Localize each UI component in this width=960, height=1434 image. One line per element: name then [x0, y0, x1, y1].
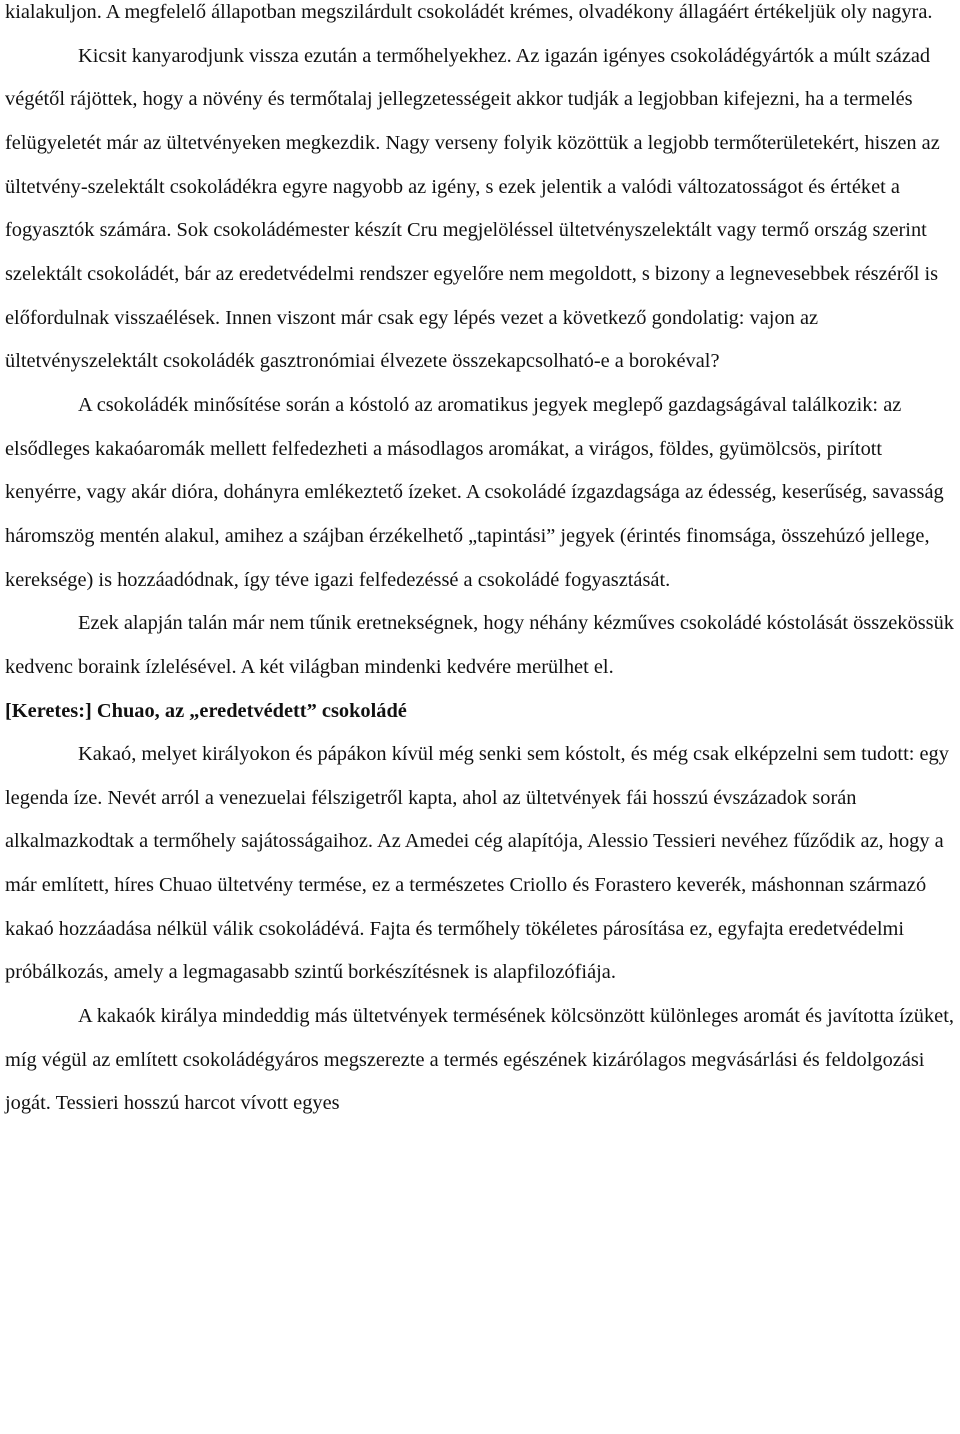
box-paragraph-1: Kakaó, melyet királyokon és pápákon kívül még senki sem kóstolt, és még csak elképzelni sem tudott: egy legenda íze. Nevét arról a venezuelai félszigetről kapta, ahol az ültetvények fái hosszú évszázadok során alkalmazkodtak a termőhely sajátosságaihoz. Az Amedei cég alapítója, Alessio Tessieri nevéhez fűződik az, hogy a már említett, híres Chuao ültetvény termése, ez a természetes Criollo és Forastero keverék, máshonnan származó kakaó hozzáadása nélkül válik csokoládévá. Fajta és termőhely tökéletes párosítása ez, egyfajta eredetvédelmi próbálkozás, amely a legmagasabb szintű borkészítésnek is alapfilozófiája. [5, 743, 949, 984]
paragraph-3: A csokoládék minősítése során a kóstoló az aromatikus jegyek meglepő gazdagságával találkozik: az elsődleges kakaóaromák mellett felfedezheti a másodlagos aromákat, a virágos, földes, gyümölcsös, pirított kenyérre, vagy akár dióra, dohányra emlékeztető ízeket. A csokoládé ízgazdagsága az édesség, keserűség, savasság háromszög mentén alakul, amihez a szájban érzékelhető „tapintási” jegyek (érintés finomsága, összehúzó jellege, kereksége) is hozzáadódnak, így téve igazi felfedezéssé a csokoládé fogyasztását. [5, 393, 944, 591]
box-paragraph-2: A kakaók királya mindeddig más ültetvények termésének kölcsönzött különleges aromát és javította ízüket, míg végül az említett csokoládégyáros megszerezte a termés egészének kizárólagos megvásárlási és feldolgozási jogát. Tessieri hosszú harcot vívott egyes [5, 1005, 954, 1115]
paragraph-4: Ezek alapján talán már nem tűnik eretnekségnek, hogy néhány kézműves csokoládé kóstolását összekössük kedvenc boraink ízlelésével. A két világban mindenki kedvére merülhet el. [5, 612, 954, 678]
paragraph-1: kialakuljon. A megfelelő állapotban megszilárdult csokoládét krémes, olvadékony állagáért értékeljük oly nagyra. [5, 1, 933, 23]
box-heading: [Keretes:] Chuao, az „eredetvédett” csokoládé [5, 699, 407, 722]
document-page [5, 0, 957, 1126]
paragraph-2: Kicsit kanyarodjunk vissza ezután a termőhelyekhez. Az igazán igényes csokoládégyártók a múlt század végétől rájöttek, hogy a növény és termőtalaj jellegzetességeit akkor tudják a legjobban kifejezni, ha a termelés felügyeletét már az ültetvényeken megkezdik. Nagy verseny folyik közöttük a legjobb termőterületekért, hiszen az ültetvény-szelektált csokoládékra egyre nagyobb az igény, s ezek jelentik a valódi változatosságot és értéket a fogyasztók számára. Sok csokoládémester készít Cru megjelöléssel ültetvényszelektált vagy termő ország szerint szelektált csokoládét, bár az eredetvédelmi rendszer egyelőre nem megoldott, s bizony a legnevesebbek részéről is előfordulnak visszaélések. Innen viszont már csak egy lépés vezet a következő gondolatig: vajon az ültetvényszelektált csokoládék gasztronómiai élvezete összekapcsolható-e a borokéval? [5, 44, 940, 373]
